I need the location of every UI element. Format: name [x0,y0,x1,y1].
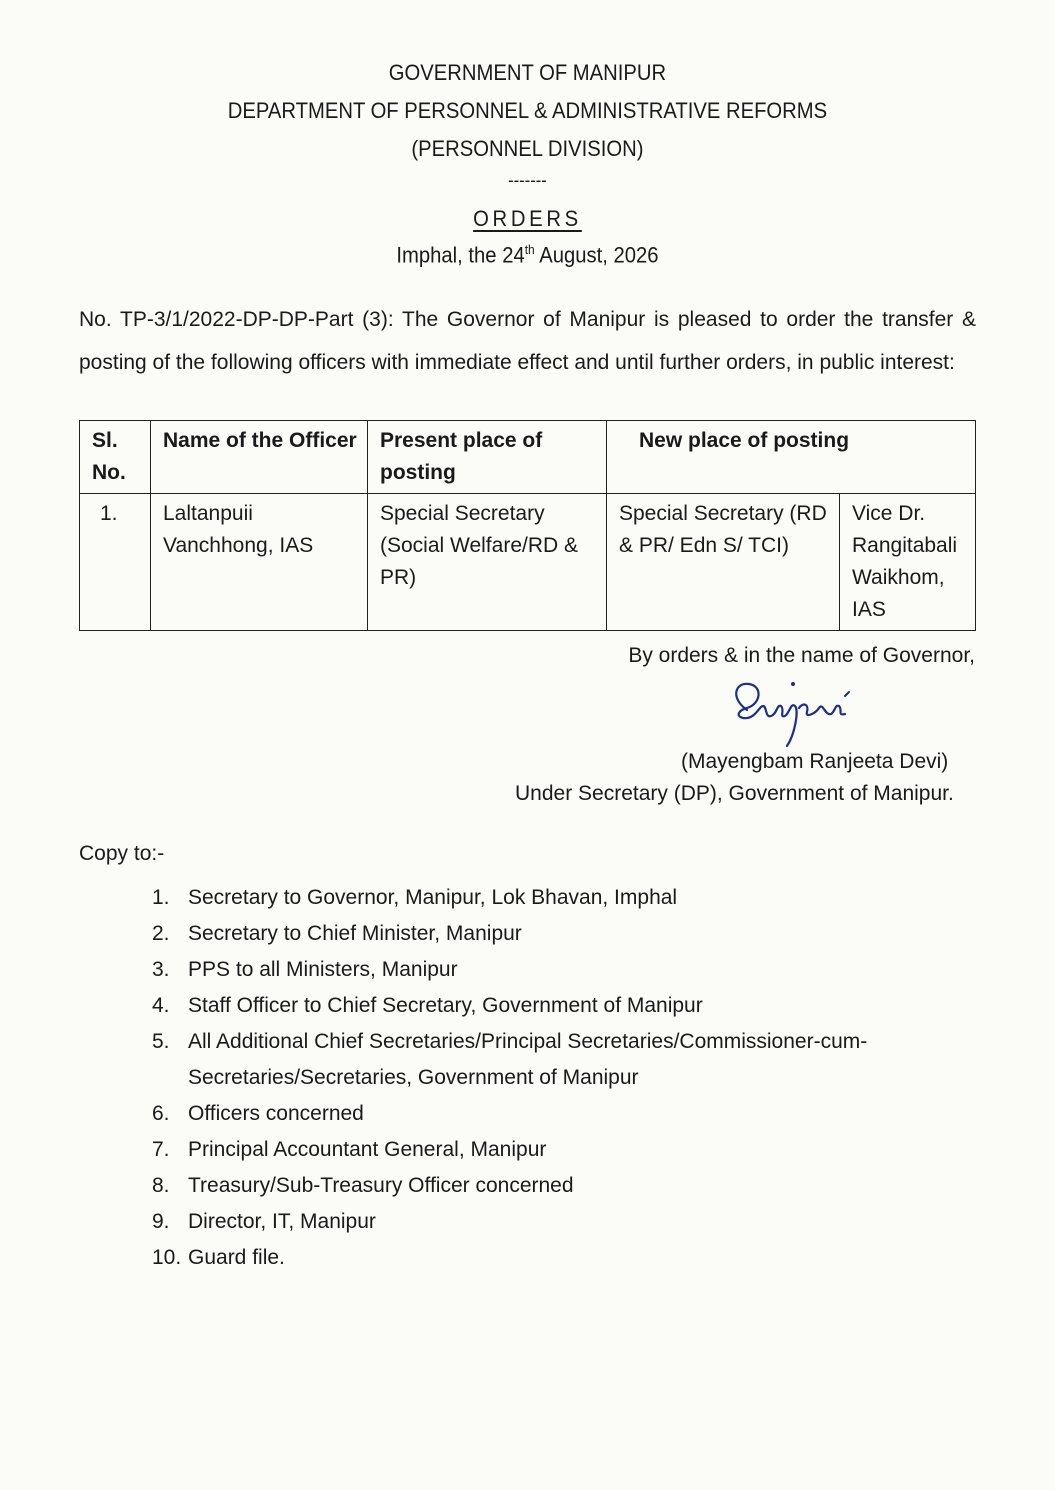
cell-present-posting: Special Secretary (Social Welfare/RD & PR) [368,494,607,631]
list-item-number: 10. [152,1246,182,1269]
signatory-name: (Mayengbam Ranjeeta Devi) [681,750,949,773]
list-item [152,880,872,916]
header-present-posting: Present place of posting [368,421,607,494]
list-item-text: PPS to all Ministers, Manipur [188,958,458,981]
table-row [80,494,976,631]
orders-title: ORDERS [473,206,582,231]
list-item [152,1024,872,1096]
cell-sl-no: 1. [80,494,151,631]
date-suffix: August, 2026 [534,242,659,268]
list-item-text: Director, IT, Manipur [188,1210,376,1233]
order-paragraph: No. TP-3/1/2022-DP-DP-Part (3): The Governor of Manipur is pleased to order the transfer & posting of the following officers with immediate effect and until further orders, in public interest: [79,308,976,374]
by-orders-line: By orders & in the name of Governor, [628,644,975,667]
cell-officer-name: Laltanpuii Vanchhong, IAS [151,494,368,631]
list-item-number: 5. [152,1030,170,1053]
list-item-number: 8. [152,1174,170,1197]
date-prefix: Imphal, the 24 [396,242,525,268]
signatory-designation: Under Secretary (DP), Government of Manipur. [515,782,954,805]
list-item-text: Secretary to Governor, Manipur, Lok Bhavan, Imphal [188,886,678,909]
list-item-text: Secretary to Chief Minister, Manipur [188,922,522,945]
cell-vice: Vice Dr. Rangitabali Waikhom, IAS [840,494,976,631]
postings-table [79,420,976,631]
list-item-number: 7. [152,1138,170,1161]
copy-to-list [152,880,872,1276]
header-officer-name: Name of the Officer [151,421,368,494]
separator: ------- [508,170,547,190]
list-item [152,1168,872,1204]
date-superscript: th [524,242,535,257]
list-item-text: Staff Officer to Chief Secretary, Government of Manipur [188,994,703,1017]
govt-heading: GOVERNMENT OF MANIPUR [388,60,667,85]
list-item-text: Principal Accountant General, Manipur [188,1138,547,1161]
order-date [42,242,1013,268]
copy-to-label: Copy to:- [79,842,165,865]
list-item [152,1204,872,1240]
list-item-text: Treasury/Sub-Treasury Officer concerned [188,1174,574,1197]
list-item-number: 1. [152,886,170,909]
list-item [152,916,872,952]
list-item-number: 6. [152,1102,170,1125]
list-item [152,1240,872,1276]
list-item-text: Officers concerned [188,1102,364,1125]
list-item [152,1096,872,1132]
header-sl-no: Sl. No. [80,421,151,494]
list-item [152,952,872,988]
list-item-text: All Additional Chief Secretaries/Principal Secretaries/Commissioner-cum-Secretaries/Secretaries, Government of Manipur [188,1030,868,1089]
cell-new-posting: Special Secretary (RD & PR/ Edn S/ TCI) [607,494,840,631]
table-header-row [80,421,976,494]
signature-image [725,670,855,750]
list-item [152,1132,872,1168]
list-item-number: 9. [152,1210,170,1233]
division-heading: (PERSONNEL DIVISION) [411,136,644,161]
list-item [152,988,872,1024]
list-item-number: 3. [152,958,170,981]
list-item-number: 2. [152,922,170,945]
list-item-text: Guard file. [188,1246,285,1269]
list-item-number: 4. [152,994,170,1017]
header-new-posting: New place of posting [607,421,976,494]
department-heading: DEPARTMENT OF PERSONNEL & ADMINISTRATIVE REFORMS [227,98,828,123]
